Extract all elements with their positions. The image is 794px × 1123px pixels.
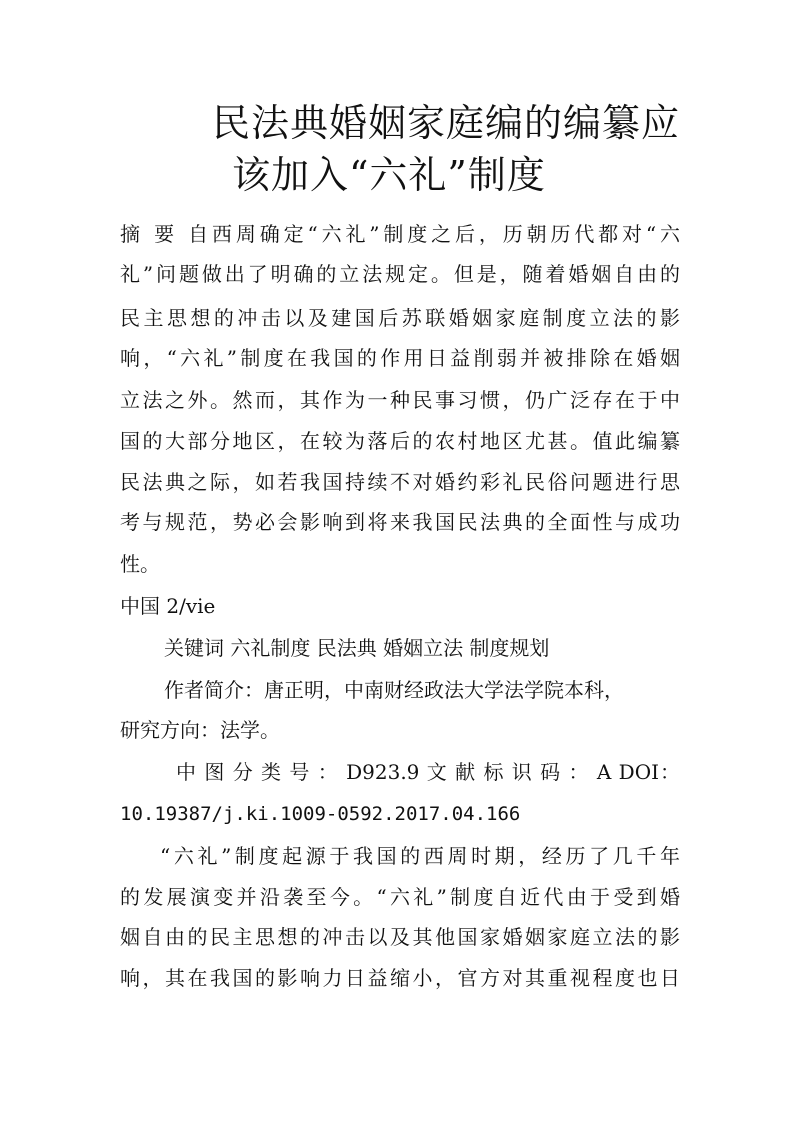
stray-text-line: 中国 2/vie	[120, 594, 216, 618]
author-line: 作者简介：唐正明，中南财经政法大学法学院本科，	[164, 678, 624, 702]
abstract-line: 考与规范，势必会影响到将来我国民法典的全面性与成功	[120, 510, 680, 534]
keywords-line: 关键词 六礼制度 民法典 婚姻立法 制度规划	[164, 636, 550, 660]
body-line: “六礼”制度起源于我国的西周时期，经历了几千年	[160, 844, 680, 868]
abstract-line: 响，“六礼”制度在我国的作用日益削弱并被排除在婚姻	[120, 346, 680, 370]
abstract-line: 民法典之际，如若我国持续不对婚约彩礼民俗问题进行思	[120, 470, 680, 494]
abstract-line: 立法之外。然而，其作为一种民事习惯，仍广泛存在于中	[120, 388, 680, 412]
article-title-line-1: 民法典婚姻家庭编的编纂应	[212, 101, 681, 145]
author-line: 研究方向：法学。	[120, 718, 280, 742]
body-line: 响，其在我国的影响力日益缩小，官方对其重视程度也日	[120, 966, 680, 990]
body-line: 姻自由的民主思想的冲击以及其他国家婚姻家庭立法的影	[120, 925, 680, 949]
classification-line: 中 图 分 类 号 ： D923.9 文 献 标 识 码 ： A DOI：	[176, 760, 680, 784]
doi-line: 10.19387/j.ki.1009-0592.2017.04.166	[120, 803, 521, 825]
abstract-line: 摘 要 自西周确定“六礼”制度之后，历朝历代都对“六	[120, 222, 680, 246]
body-line: 的发展演变并沿袭至今。“六礼”制度自近代由于受到婚	[120, 885, 680, 909]
abstract-line: 民主思想的冲击以及建国后苏联婚姻家庭制度立法的影	[120, 306, 680, 330]
abstract-line: 国的大部分地区，在较为落后的农村地区尤甚。值此编纂	[120, 429, 680, 453]
abstract-line: 礼”问题做出了明确的立法规定。但是，随着婚姻自由的	[120, 262, 680, 286]
article-title-line-2: 该加入“六礼”制度	[232, 153, 546, 197]
abstract-line: 性。	[120, 552, 160, 576]
